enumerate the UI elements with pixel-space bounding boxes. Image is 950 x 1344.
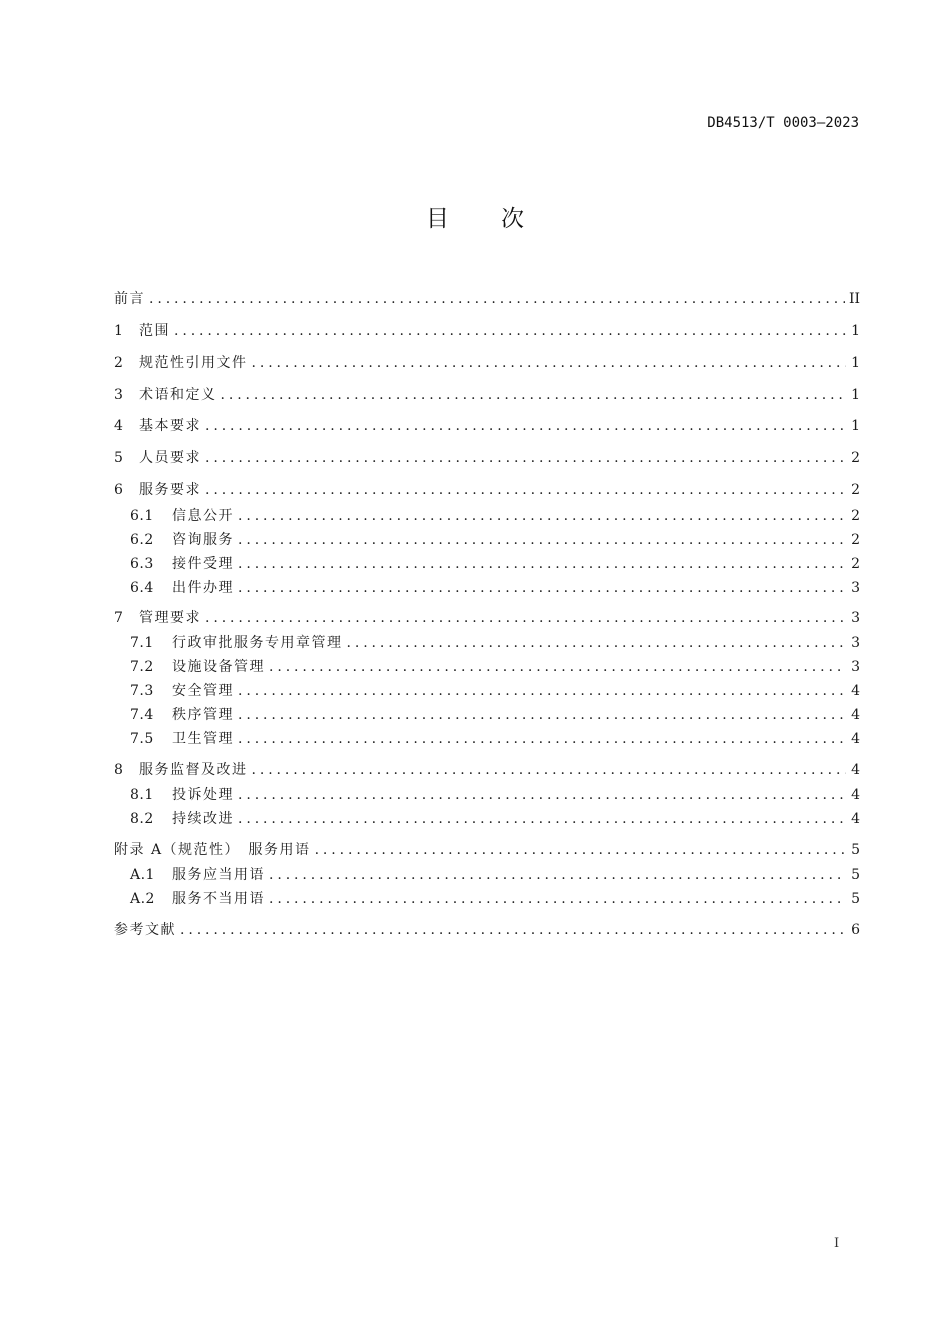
toc-entry[interactable] [114,760,860,780]
toc-leader-dots [238,530,846,550]
toc-leader-dots [221,385,847,405]
toc-entry-page: 4 [851,707,860,723]
toc-entry-label: 行政审批服务专用章管理 [172,635,343,651]
toc-leader-dots [269,657,846,677]
toc-entry-page: 2 [851,556,860,572]
toc-leader-dots [149,289,845,309]
toc-entry-number: 7.1 [130,635,154,651]
page-number: I [834,1236,840,1251]
toc-entry-page: 4 [851,787,860,803]
toc-entry-page: 1 [851,355,860,371]
toc-entry[interactable] [114,385,860,405]
document-code: DB4513/T 0003—2023 [707,115,859,131]
toc-entry-number: 6.3 [130,556,154,572]
toc-entry-number: 5 [114,450,124,466]
toc-entry-number: 1 [114,323,124,339]
toc-entry-page: 3 [851,580,860,596]
toc-entry-label: 信息公开 [172,508,234,524]
toc-entry[interactable] [130,729,860,749]
toc-entry-number: 7.4 [130,707,154,723]
toc-leader-dots [269,865,846,885]
toc-entry-number: 6.4 [130,580,154,596]
toc-entry-label: 出件办理 [172,580,234,596]
toc-entry-label: 附录 A（规范性） 服务用语 [114,842,311,858]
toc-leader-dots [238,554,846,574]
toc-entry[interactable] [114,416,860,436]
toc-entry[interactable] [114,448,860,468]
toc-entry[interactable] [130,506,860,526]
toc-entry-page: 4 [851,731,860,747]
toc-leader-dots [238,809,846,829]
toc-entry[interactable] [130,889,860,909]
toc-entry-label: 参考文献 [114,922,176,938]
toc-entry-page: 5 [851,891,860,907]
toc-entry-number: 7.3 [130,683,154,699]
toc-entry-label: 服务应当用语 [172,867,265,883]
toc-leader-dots [238,785,846,805]
toc-entry-page: 3 [851,659,860,675]
toc-entry-page: 5 [851,867,860,883]
toc-entry-label: 服务要求 [139,482,201,498]
toc-entry-label: 卫生管理 [172,731,234,747]
toc-entry-page: 5 [851,842,860,858]
toc-entry-page: 2 [851,532,860,548]
toc-leader-dots [180,920,846,940]
toc-leader-dots [238,578,846,598]
toc-entry[interactable] [114,920,860,940]
toc-leader-dots [269,889,846,909]
toc-entry-number: 8.1 [130,787,154,803]
toc-entry[interactable] [130,681,860,701]
toc-leader-dots [238,705,846,725]
toc-entry-number: 7 [114,610,124,626]
toc-entry[interactable] [130,578,860,598]
toc-entry-number: 6 [114,482,124,498]
toc-entry-label: 前言 [114,291,145,307]
toc-entry-label: 范围 [139,323,170,339]
toc-leader-dots [252,760,847,780]
toc-leader-dots [205,608,846,628]
toc-entry[interactable] [114,321,860,341]
toc-leader-dots [205,480,846,500]
toc-leader-dots [174,321,846,341]
toc-entry-label: 接件受理 [172,556,234,572]
toc-leader-dots [238,681,846,701]
toc-entry-page: 2 [851,450,860,466]
toc-leader-dots [205,416,846,436]
toc-entry-number: 8 [114,762,124,778]
toc-entry-page: 4 [851,811,860,827]
toc-entry[interactable] [130,633,860,653]
title-char-1: 目 [426,206,449,232]
toc-entry-label: 持续改进 [172,811,234,827]
toc-entry[interactable] [114,353,860,373]
toc-entry-page: 1 [851,387,860,403]
toc-entry[interactable] [130,809,860,829]
toc-entry[interactable] [130,785,860,805]
toc-entry-label: 服务不当用语 [172,891,265,907]
toc-entry-label: 基本要求 [139,418,201,434]
toc-entry-page: 4 [851,762,860,778]
toc-leader-dots [252,353,847,373]
toc-entry-label: 安全管理 [172,683,234,699]
toc-entry[interactable] [130,657,860,677]
toc-entry-label: 秩序管理 [172,707,234,723]
toc-entry-number: 3 [114,387,124,403]
toc-leader-dots [205,448,846,468]
toc-entry-number: 2 [114,355,124,371]
toc-entry[interactable] [114,480,860,500]
toc-entry-label: 咨询服务 [172,532,234,548]
toc-entry-number: 6.2 [130,532,154,548]
toc-entry[interactable] [114,289,860,309]
toc-leader-dots [347,633,847,653]
toc-leader-dots [238,729,846,749]
toc-entry-number: A.1 [130,867,155,883]
toc-entry-number: A.2 [130,891,155,907]
toc-entry[interactable] [130,705,860,725]
toc-entry-number: 7.5 [130,731,154,747]
toc-entry[interactable] [114,608,860,628]
toc-entry-label: 服务监督及改进 [139,762,248,778]
toc-entry-page: 1 [851,418,860,434]
toc-entry-label: 管理要求 [139,610,201,626]
toc-entry-number: 4 [114,418,124,434]
toc-entry-number: 8.2 [130,811,154,827]
toc-entry-page: 3 [851,635,860,651]
toc-entry-number: 7.2 [130,659,154,675]
toc-entry-page: 6 [851,922,860,938]
toc-entry-page: 2 [851,482,860,498]
toc-entry-page: 2 [851,508,860,524]
toc-leader-dots [238,506,846,526]
toc-leader-dots [315,840,846,860]
toc-entry-label: 术语和定义 [139,387,217,403]
title-char-2: 次 [501,206,524,232]
toc-entry[interactable] [130,554,860,574]
toc-entry-label: 人员要求 [139,450,201,466]
toc-entry[interactable] [130,865,860,885]
toc-entry-label: 规范性引用文件 [139,355,248,371]
toc-entry-label: 设施设备管理 [172,659,265,675]
toc-entry-page: 4 [851,683,860,699]
toc-entry-page: 3 [851,610,860,626]
toc-entry-page: 1 [851,323,860,339]
toc-entry-page: II [848,291,860,307]
toc-entry-label: 投诉处理 [172,787,234,803]
toc-entry[interactable] [130,530,860,550]
toc-entry-number: 6.1 [130,508,154,524]
toc-entry[interactable] [114,840,860,860]
page-title [0,200,950,233]
